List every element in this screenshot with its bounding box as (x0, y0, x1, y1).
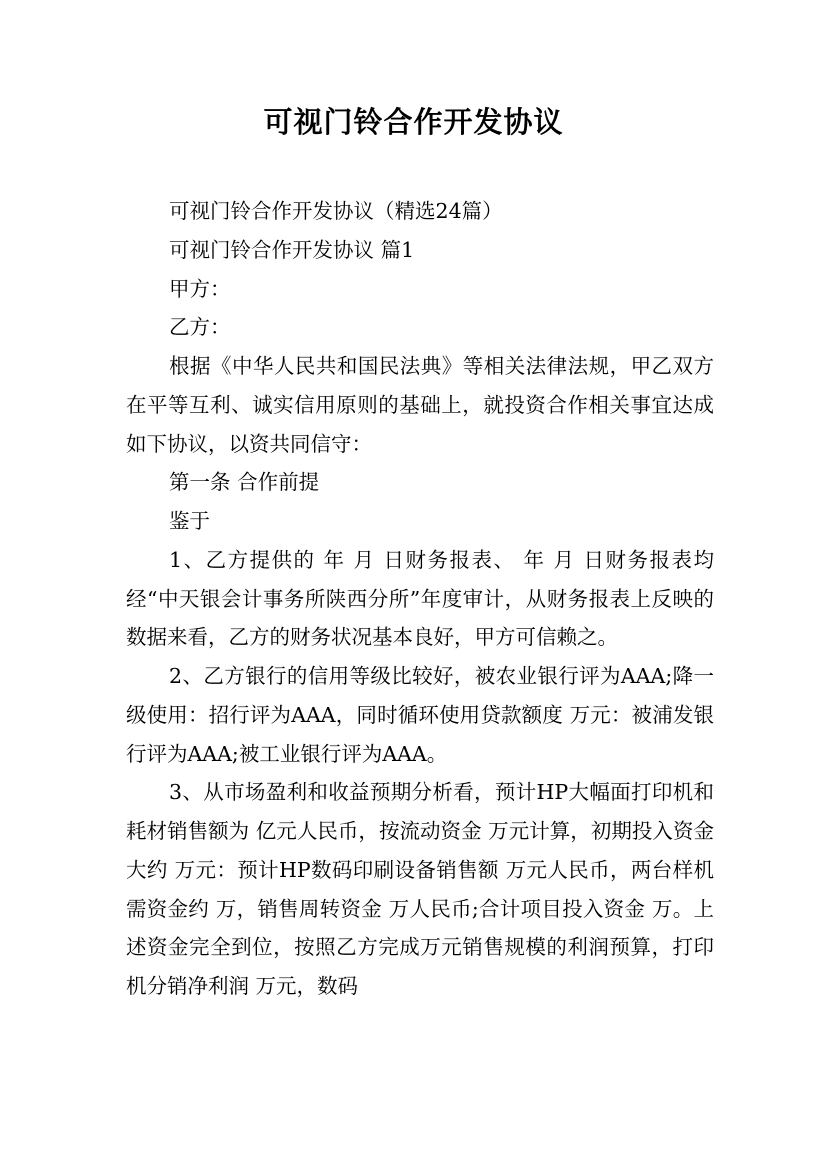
party-a-line: 甲方： (169, 276, 231, 301)
document-body (126, 192, 714, 1006)
party-b-line: 乙方： (169, 315, 231, 340)
article-heading: 第一条 合作前提 (169, 470, 320, 495)
document-title: 可视门铃合作开发协议 (263, 105, 564, 139)
clause-paragraph-3: 3、从市场盈利和收益预期分析看，预计HP大幅面打印机和耗材销售额为 亿元人民币，按流动资金 万元计算，初期投入资金大约 万元：预计HP数码印刷设备销售额 万元人民币，两台样机需资金约 万，销售周转资金 万人民币;合计项目投入资金 万。上述资金完全到位，按照乙方完成万元销售规模的利润预算，打印机分销净利润 万元，数码 (126, 780, 714, 998)
whereas-line: 鉴于 (169, 509, 211, 533)
clause-paragraph-2: 2、乙方银行的信用等级比较好，被农业银行评为AAA;降一级使用：招行评为AAA，同时循环使用贷款额度 万元：被浦发银行评为AAA;被工业银行评为AAA。 (126, 664, 714, 766)
subtitle-line: 可视门铃合作开发协议（精选24篇） (169, 199, 503, 223)
preamble-paragraph: 根据《中华人民共和国民法典》等相关法律法规，甲乙双方在平等互利、诚实信用原则的基础上，就投资合作相关事宜达成如下协议，以资共同信守： (126, 354, 714, 456)
section-heading: 可视门铃合作开发协议 篇1 (169, 237, 415, 262)
clause-paragraph-1: 1、乙方提供的 年 月 日财务报表、 年 月 日财务报表均经“中天银会计事务所陕西分所”年度审计，从财务报表上反映的数据来看，乙方的财务状况基本良好，甲方可信赖之。 (126, 547, 714, 650)
